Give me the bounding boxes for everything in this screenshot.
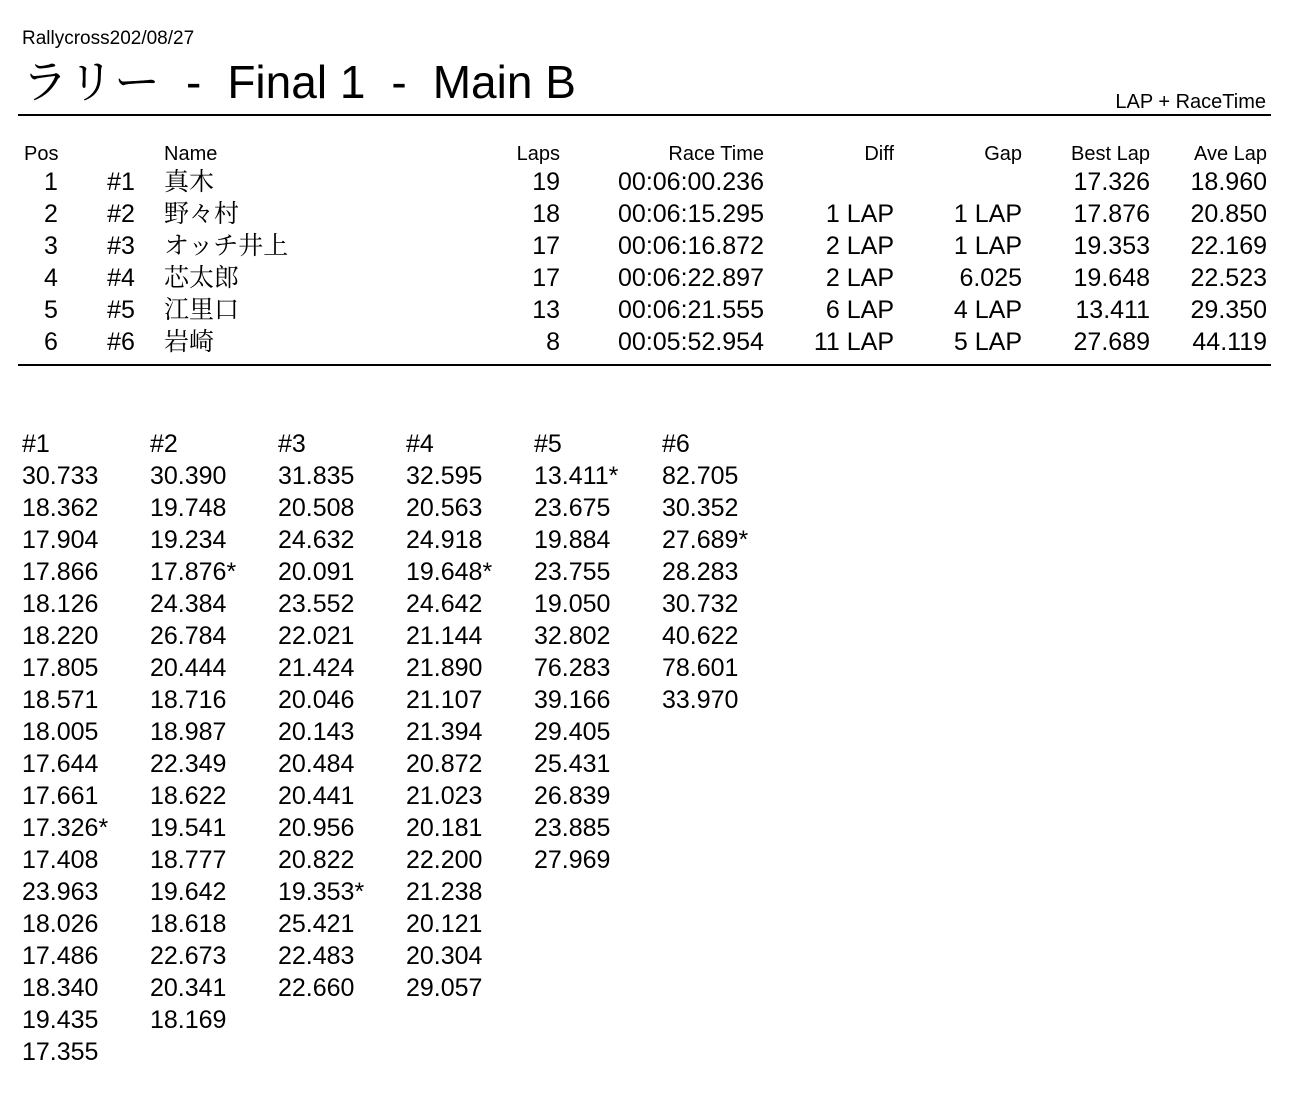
- lap-time: 18.362: [22, 494, 99, 522]
- lap-time: 19.234: [150, 526, 227, 554]
- cell-number: #4: [107, 264, 135, 292]
- title-class: Main B: [432, 56, 576, 108]
- col-header-number: [84, 140, 158, 166]
- lap-time: 32.595: [406, 462, 483, 490]
- lap-time: 30.352: [662, 494, 739, 522]
- col-header-best-lap: Best Lap: [1071, 143, 1150, 165]
- lap-time: 33.970: [662, 686, 739, 714]
- lap-time: 20.181: [406, 814, 483, 842]
- lap-time: 19.435: [22, 1006, 99, 1034]
- lap-time: 23.675: [534, 494, 611, 522]
- lap-time: 18.169: [150, 1006, 227, 1034]
- lap-time: 19.541: [150, 814, 227, 842]
- lap-column: [534, 428, 654, 876]
- lap-time: 17.866: [22, 558, 99, 586]
- lap-column: [22, 428, 142, 1068]
- cell-ave-lap: 22.523: [1190, 264, 1267, 292]
- lap-time: 18.716: [150, 686, 227, 714]
- lap-time: 30.732: [662, 590, 739, 618]
- cell-gap: 4 LAP: [953, 296, 1022, 324]
- cell-diff: 2 LAP: [825, 232, 894, 260]
- lap-time: 19.353*: [278, 878, 365, 906]
- cell-ave-lap: 44.119: [1192, 328, 1267, 356]
- lap-column-header: #5: [534, 430, 562, 458]
- lap-column-header: #4: [406, 430, 434, 458]
- bottom-divider: [18, 364, 1271, 366]
- cell-laps: 13: [532, 296, 560, 324]
- cell-ave-lap: 20.850: [1190, 200, 1267, 228]
- top-divider: [18, 114, 1271, 116]
- title-separator: -: [391, 56, 407, 108]
- lap-column: [150, 428, 270, 1036]
- lap-time: 25.431: [534, 750, 611, 778]
- title-event-name: ラリー: [22, 56, 160, 108]
- cell-gap: 5 LAP: [953, 328, 1022, 356]
- cell-gap: [898, 166, 1026, 198]
- lap-time: 21.107: [406, 686, 483, 714]
- lap-time: 22.349: [150, 750, 227, 778]
- cell-laps: 19: [532, 168, 560, 196]
- lap-time: 20.304: [406, 942, 483, 970]
- lap-time: 76.283: [534, 654, 611, 682]
- cell-best-lap: 19.353: [1073, 232, 1150, 260]
- cell-gap: 1 LAP: [953, 232, 1022, 260]
- cell-best-lap: 13.411: [1075, 296, 1150, 324]
- lap-time: 27.969: [534, 846, 611, 874]
- cell-diff: 6 LAP: [825, 296, 894, 324]
- table-row: [18, 198, 1271, 230]
- lap-time: 20.508: [278, 494, 355, 522]
- lap-time: 20.121: [406, 910, 483, 938]
- lap-time: 23.885: [534, 814, 611, 842]
- cell-name: 芯太郎: [164, 264, 240, 292]
- cell-name: 野々村: [164, 200, 240, 228]
- cell-pos: 2: [44, 200, 58, 228]
- lap-time: 19.884: [534, 526, 611, 554]
- lap-time: 17.486: [22, 942, 99, 970]
- lap-time: 20.444: [150, 654, 227, 682]
- lap-time: 27.689*: [662, 526, 749, 554]
- lap-time: 23.755: [534, 558, 611, 586]
- event-subtitle: Rallycross202/08/27: [22, 28, 195, 49]
- lap-time: 22.660: [278, 974, 355, 1002]
- lap-time: 13.411*: [534, 462, 619, 490]
- lap-column: [278, 428, 398, 1004]
- lap-time: 40.622: [662, 622, 739, 650]
- lap-time: 29.405: [534, 718, 611, 746]
- cell-name: オッチ井上: [164, 232, 289, 260]
- results-table: [18, 140, 1271, 358]
- lap-column: [406, 428, 526, 1004]
- cell-best-lap: 17.326: [1073, 168, 1150, 196]
- col-header-laps: Laps: [516, 143, 560, 165]
- lap-time: 30.390: [150, 462, 227, 490]
- cell-race-time: 00:06:22.897: [618, 264, 764, 292]
- table-row: [18, 166, 1271, 198]
- cell-gap: 1 LAP: [953, 200, 1022, 228]
- table-row: [18, 230, 1271, 262]
- col-header-pos: Pos: [24, 143, 59, 165]
- lap-time: 20.046: [278, 686, 355, 714]
- lap-time: 24.642: [406, 590, 483, 618]
- lap-time: 78.601: [662, 654, 739, 682]
- lap-time: 21.394: [406, 718, 483, 746]
- lap-time: 20.143: [278, 718, 355, 746]
- lap-time: 20.563: [406, 494, 483, 522]
- results-header-row: [18, 140, 1271, 166]
- cell-race-time: 00:06:21.555: [618, 296, 764, 324]
- lap-time: 20.341: [150, 974, 227, 1002]
- cell-race-time: 00:06:00.236: [618, 168, 764, 196]
- cell-ave-lap: 18.960: [1190, 168, 1267, 196]
- cell-laps: 17: [532, 264, 560, 292]
- cell-name: 江里口: [164, 296, 240, 324]
- lap-time: 18.026: [22, 910, 99, 938]
- cell-name: 真木: [164, 168, 215, 196]
- table-row: [18, 294, 1271, 326]
- cell-best-lap: 19.648: [1073, 264, 1150, 292]
- lap-time: 18.220: [22, 622, 99, 650]
- cell-race-time: 00:06:15.295: [618, 200, 764, 228]
- lap-time: 18.987: [150, 718, 227, 746]
- lap-column-header: #1: [22, 430, 50, 458]
- cell-laps: 8: [546, 328, 560, 356]
- cell-number: #6: [107, 328, 135, 356]
- cell-laps: 18: [532, 200, 560, 228]
- lap-time: 23.552: [278, 590, 355, 618]
- lap-time: 19.050: [534, 590, 611, 618]
- lap-column-header: #2: [150, 430, 178, 458]
- cell-diff: 2 LAP: [825, 264, 894, 292]
- lap-column-header: #3: [278, 430, 306, 458]
- lap-time: 17.644: [22, 750, 99, 778]
- lap-time: 32.802: [534, 622, 611, 650]
- cell-pos: 4: [44, 264, 58, 292]
- lap-time: 22.021: [278, 622, 355, 650]
- col-header-gap: Gap: [984, 143, 1022, 165]
- lap-time: 20.091: [278, 558, 355, 586]
- col-header-race-time: Race Time: [668, 143, 764, 165]
- lap-time: 82.705: [662, 462, 739, 490]
- cell-ave-lap: 22.169: [1190, 232, 1267, 260]
- lap-time: 21.023: [406, 782, 483, 810]
- cell-laps: 17: [532, 232, 560, 260]
- lap-time: 31.835: [278, 462, 355, 490]
- lap-time: 18.126: [22, 590, 99, 618]
- lap-time: 18.622: [150, 782, 227, 810]
- col-header-ave-lap: Ave Lap: [1193, 143, 1267, 165]
- title-separator: -: [186, 56, 202, 108]
- lap-time: 20.441: [278, 782, 355, 810]
- lap-time: 17.326*: [22, 814, 109, 842]
- lap-time: 22.673: [150, 942, 227, 970]
- lap-time: 17.805: [22, 654, 99, 682]
- lap-time: 18.340: [22, 974, 99, 1002]
- lap-time: 24.632: [278, 526, 355, 554]
- cell-best-lap: 17.876: [1073, 200, 1150, 228]
- page-title: [22, 56, 576, 108]
- lap-time: 25.421: [278, 910, 355, 938]
- lap-time: 26.839: [534, 782, 611, 810]
- cell-number: #2: [107, 200, 135, 228]
- lap-time: 19.642: [150, 878, 227, 906]
- lap-time: 17.904: [22, 526, 99, 554]
- cell-name: 岩崎: [164, 328, 215, 356]
- cell-pos: 5: [44, 296, 58, 324]
- col-header-diff: Diff: [864, 143, 894, 165]
- lap-time: 17.408: [22, 846, 99, 874]
- lap-time: 39.166: [534, 686, 611, 714]
- lap-time: 18.777: [150, 846, 227, 874]
- lap-time: 22.200: [406, 846, 483, 874]
- table-row: [18, 262, 1271, 294]
- lap-time: 21.890: [406, 654, 483, 682]
- lap-column-header: #6: [662, 430, 690, 458]
- lap-time: 28.283: [662, 558, 739, 586]
- cell-diff: 11 LAP: [813, 328, 894, 356]
- cell-number: #3: [107, 232, 135, 260]
- cell-diff: 1 LAP: [825, 200, 894, 228]
- report-mode-label: LAP + RaceTime: [1115, 91, 1266, 113]
- lap-time: 18.618: [150, 910, 227, 938]
- col-header-name: Name: [164, 143, 218, 165]
- cell-number: #5: [107, 296, 135, 324]
- cell-pos: 3: [44, 232, 58, 260]
- cell-race-time: 00:05:52.954: [618, 328, 764, 356]
- lap-time: 24.384: [150, 590, 227, 618]
- lap-time: 21.238: [406, 878, 483, 906]
- cell-gap: 6.025: [959, 264, 1022, 292]
- lap-time: 20.872: [406, 750, 483, 778]
- lap-time: 20.822: [278, 846, 355, 874]
- cell-diff: [768, 166, 898, 198]
- title-round: Final 1: [227, 56, 366, 108]
- lap-time: 17.876*: [150, 558, 237, 586]
- lap-time: 20.484: [278, 750, 355, 778]
- lap-time: 18.005: [22, 718, 99, 746]
- lap-time: 21.144: [406, 622, 483, 650]
- lap-time: 23.963: [22, 878, 99, 906]
- lap-column: [662, 428, 782, 716]
- lap-time: 20.956: [278, 814, 355, 842]
- lap-time: 22.483: [278, 942, 355, 970]
- lap-time: 18.571: [22, 686, 99, 714]
- cell-ave-lap: 29.350: [1190, 296, 1267, 324]
- lap-time: 21.424: [278, 654, 355, 682]
- cell-pos: 1: [44, 168, 58, 196]
- lap-time: 30.733: [22, 462, 99, 490]
- lap-time: 26.784: [150, 622, 227, 650]
- lap-time: 17.355: [22, 1038, 99, 1066]
- cell-best-lap: 27.689: [1073, 328, 1150, 356]
- lap-time: 19.648*: [406, 558, 493, 586]
- lap-time: 19.748: [150, 494, 227, 522]
- cell-number: #1: [107, 168, 135, 196]
- lap-time: 29.057: [406, 974, 483, 1002]
- cell-race-time: 00:06:16.872: [618, 232, 764, 260]
- cell-pos: 6: [44, 328, 58, 356]
- table-row: [18, 326, 1271, 358]
- lap-time: 17.661: [22, 782, 99, 810]
- lap-time: 24.918: [406, 526, 483, 554]
